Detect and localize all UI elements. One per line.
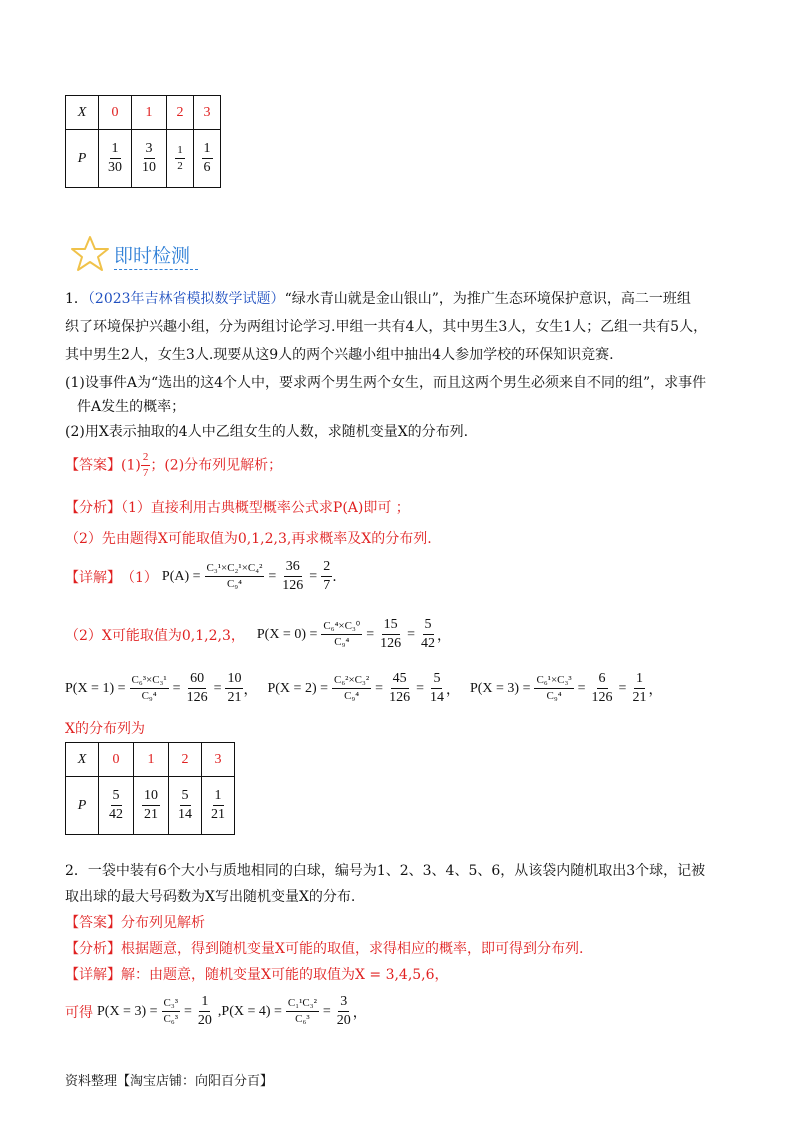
detail-eq: P(X = 1) = <box>65 680 126 696</box>
question-source: （2023年吉林省模拟数学试题） <box>87 291 285 307</box>
q1-part-1: (1)设事件A为“选出的这4个人中，要求两个男生两个女生，而且这两个男生必须来自不同的组”，求事件 <box>65 375 707 391</box>
analysis-text: （1）直接利用古典概型概率公式求P(A)即可 ； <box>121 500 410 516</box>
table-cell: 0 <box>99 96 132 130</box>
detail-fraction: $\frac{5}{42}$ <box>421 617 435 651</box>
answer-text: ；(2)分布列见解析； <box>150 457 283 474</box>
q2-line-1: 2．一袋中装有6个大小与质地相同的白球，编号为1、2、3、4、5、6，从该袋内随机取出3个球，记被 <box>65 863 706 879</box>
q1-part-1-cont: 件A发生的概率； <box>77 399 186 415</box>
detail-fraction: $\frac{2}{7}$ <box>323 559 331 593</box>
detail-fraction: $\frac{\text{C₃³}}{\text{C₆³}}$ <box>163 997 178 1025</box>
table-x-label: X <box>66 743 99 777</box>
detail-fraction: $\frac{\text{C₃¹×C₂¹×C₄²}}{\text{C₉⁴}}$ <box>206 562 263 590</box>
detail-fraction: $\frac{10}{21}$ <box>227 671 242 705</box>
detail-fraction: $\frac{3}{20}$ <box>336 994 351 1028</box>
detail-fraction: $\frac{15}{126}$ <box>380 617 402 651</box>
detail-fraction: $\frac{1}{21}$ <box>632 671 647 705</box>
q1-line-2: 织了环境保护兴趣小组，分为两组讨论学习.甲组一共有4人，其中男生3人，女生1人；乙组一共有5人， <box>65 319 708 335</box>
detail-prefix: （2） <box>65 627 102 644</box>
table-cell: $\frac{1}{30}$ <box>99 130 132 188</box>
answer-tag: 【答案】 <box>65 457 121 474</box>
q1-analysis-1 <box>65 497 410 517</box>
detail-eq: P(X = 3) = <box>97 1003 158 1019</box>
distribution-table-top <box>65 95 221 188</box>
detail-fraction: $\frac{\text{C₆¹×C₃³}}{\text{C₉⁴}}$ <box>536 674 572 702</box>
q1-answer <box>65 452 282 479</box>
table-x-label: X <box>66 96 99 130</box>
table-cell: 1 <box>134 743 169 777</box>
answer-tag: 【答案】 <box>65 915 121 931</box>
detail-fraction: $\frac{36}{126}$ <box>282 559 304 593</box>
question-number: 1． <box>65 291 88 307</box>
detail-fraction: $\frac{45}{126}$ <box>389 671 411 705</box>
star-icon <box>70 235 110 273</box>
detail-fraction: $\frac{\text{C₁¹C₃²}}{\text{C₆³}}$ <box>287 997 317 1025</box>
table-p-label: P <box>66 777 99 835</box>
page-footer: 资料整理【淘宝店铺：向阳百分百】 <box>65 1074 274 1089</box>
detail-fraction: $\frac{60}{126}$ <box>186 671 208 705</box>
q2-detail <box>65 964 449 984</box>
analysis-text: 根据题意，得到随机变量X可能的取值，求得相应的概率，即可得到分布列. <box>121 941 584 957</box>
detail-fraction: $\frac{\text{C₆²×C₃²}}{\text{C₉⁴}}$ <box>334 674 370 702</box>
detail-fraction: $\frac{\text{C₆³×C₃¹}}{\text{C₉⁴}}$ <box>131 674 167 702</box>
q1-line-3: 其中男生2人，女生3人.现要从这9人的两个兴趣小组中抽出4人参加学校的环保知识竞赛. <box>65 347 614 363</box>
detail-fraction: $\frac{5}{14}$ <box>429 671 444 705</box>
table-cell: $\frac{3}{10}$ <box>132 130 167 188</box>
table-p-label: P <box>66 130 99 188</box>
detail-fraction: $\frac{6}{126}$ <box>591 671 613 705</box>
q1-part-2: (2)用X表示抽取的4人中乙组女生的人数，求随机变量X的分布列. <box>65 424 469 440</box>
distribution-table-bottom <box>65 742 235 835</box>
table-cell: $\frac{1}{21}$ <box>202 777 235 835</box>
q1-detail-1: 【详解】 （1） P(A) = $\frac{\text{C₃¹×C₂¹×C₄²}}{\text{C₉⁴}}$ = $\frac{36}{126}$ = $\frac{2}{7}$ . <box>65 559 337 593</box>
table-cell: 0 <box>99 743 134 777</box>
answer-text: (1) <box>121 457 141 474</box>
table-cell: $\frac{1}{2}$ <box>167 130 194 188</box>
q1-detail-2: （2） X可能取值为0,1,2,3， P(X = 0) = $\frac{\text{C₆⁴×C₃⁰}}{\text{C₉⁴}}$ = $\frac{15}{126}$ = $\frac{5}{42}$ ， <box>65 617 451 651</box>
q1-dist-title: X的分布列为 <box>65 721 145 737</box>
q2-analysis <box>65 938 583 958</box>
section-title: 即时检测 <box>114 245 191 267</box>
answer-fraction: $\frac{2}{7}$ <box>142 451 149 479</box>
detail-eq: P(A) = <box>161 568 201 584</box>
detail-eq: ,P(X = 4) = <box>217 1003 282 1019</box>
detail-eq: P(X = 0) = <box>256 626 318 642</box>
q1-detail-3: P(X = 1) = $\frac{\text{C₆³×C₃¹}}{\text{C₉⁴}}$ = $\frac{60}{126}$ = $\frac{10}{21}$ ， P(X = 2) = $\frac{\text{C₆²×C₃²}}{\text{C₉⁴}}$ = $\frac{45}{126}$ = $\frac{5}{14}$ ， P(X = 3) = $\frac{\text{C₆¹×C₃³}}{\text{C₉⁴}}$ = $\frac{6}{126}$ = $\frac{1}{21}$ ， <box>65 671 663 705</box>
detail-tag: 【详解】 <box>65 569 121 586</box>
detail-text: X可能取值为0,1,2,3， <box>101 627 245 644</box>
title-underline <box>114 269 198 270</box>
detail-text: 解：由题意，随机变量X可能的取值为X = 3,4,5,6， <box>121 967 449 983</box>
detail-prefix: 可得 <box>65 1004 93 1021</box>
table-cell: 1 <box>132 96 167 130</box>
detail-eq: P(X = 3) = <box>469 680 531 696</box>
analysis-tag: 【分析】 <box>65 941 121 957</box>
detail-tag: 【详解】 <box>65 967 121 983</box>
detail-fraction: $\frac{1}{20}$ <box>197 994 212 1028</box>
table-cell: 3 <box>202 743 235 777</box>
q2-answer <box>65 912 205 932</box>
table-cell: 2 <box>169 743 202 777</box>
table-cell: $\frac{5}{14}$ <box>169 777 202 835</box>
table-cell: $\frac{5}{42}$ <box>99 777 134 835</box>
detail-fraction: $\frac{\text{C₆⁴×C₃⁰}}{\text{C₉⁴}}$ <box>323 620 361 648</box>
table-cell: $\frac{1}{6}$ <box>194 130 221 188</box>
table-cell: 2 <box>167 96 194 130</box>
q2-line-2: 取出球的最大号码数为X写出随机变量X的分布. <box>65 889 356 905</box>
analysis-tag: 【分析】 <box>65 500 121 516</box>
table-cell: $\frac{10}{21}$ <box>134 777 169 835</box>
q1-analysis-2: （2）先由题得X可能取值为0,1,2,3,再求概率及X的分布列. <box>65 531 432 547</box>
q1-line-1 <box>65 288 691 308</box>
detail-prefix: （1） <box>121 569 158 586</box>
table-cell: 3 <box>194 96 221 130</box>
q2-detail-formula: 可得 P(X = 3) = $\frac{\text{C₃³}}{\text{C₆³}}$ = $\frac{1}{20}$ ,P(X = 4) = $\frac{\text{C₁¹C₃²}}{\text{C₆³}}$ = $\frac{3}{20}$ ， <box>65 994 367 1028</box>
question-text: “绿水青山就是金山银山”，为推广生态环境保护意识，高二一班组 <box>284 291 691 307</box>
answer-text: 分布列见解析 <box>121 915 205 931</box>
detail-eq: P(X = 2) = <box>267 680 328 696</box>
